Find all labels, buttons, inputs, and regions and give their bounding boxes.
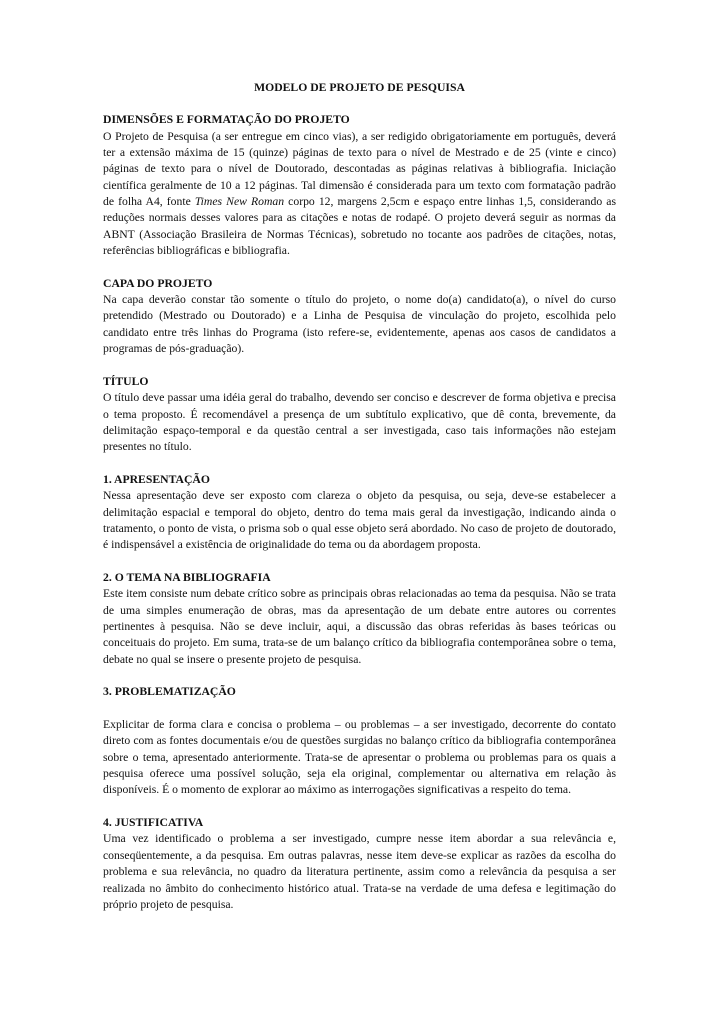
section-capa [103,276,616,358]
section-paragraph: Uma vez identificado o problema a ser investigado, cumpre nesse item abordar a sua relevância e, conseqüentemente, a da pesquisa. Em outras palavras, nesse item deve-se explicar as razões da escolha do problema e sua relevância, no quadro da literatura pertinente, assim como a relevância da pesquisa a ser realizada no âmbito do conhecimento histórico atual. Trata-se na verdade de uma defesa e legitimação do próprio projeto de pesquisa. [103,832,616,911]
section-paragraph: Na capa deverão constar tão somente o título do projeto, o nome do(a) candidato(a), o nível do curso pretendido (Mestrado ou Doutorado) e a Linha de Pesquisa de vinculação do projeto, escolhida pelo candidato entre três linhas do Programa (isto refere-se, evidentemente, apenas aos casos de candidatos a programas de pós-graduação). [103,293,616,356]
section-heading: CAPA DO PROJETO [103,276,213,290]
section-justificativa [103,815,616,913]
section-titulo [103,374,616,456]
section-dimensoes [103,112,616,259]
section-heading: TÍTULO [103,374,149,388]
section-problematizacao [103,684,616,798]
section-heading: DIMENSÕES E FORMATAÇÃO DO PROJETO [103,113,350,127]
section-heading: 2. O TEMA NA BIBLIOGRAFIA [103,570,271,584]
paragraph-text: O Projeto de Pesquisa (a ser entregue em cinco vias), a ser redigido obrigatoriamente em português, deverá ter a extensão máxima de 15 (quinze) páginas de texto para o nível de Mestrado e de 25 (vinte e cinco) páginas de texto para o nível de Doutorado, descontadas as páginas relativas à bibliografia. Iniciação científica geralmente de 10 a 12 páginas. Tal dimensão é considerada para um texto com formatação padrão de folha A4, fonte [103,129,616,209]
font-name-italic: Times New Roman [194,195,285,209]
section-tema-bibliografia [103,570,616,668]
document-page [103,80,616,930]
section-paragraph: Nessa apresentação deve ser exposto com clareza o objeto da pesquisa, ou seja, deve-se estabelecer a delimitação espacial e temporal do objeto, dentro do tema mais geral da investigação, indicando ainda o tratamento, o ponto de vista, o prisma sob o qual esse objeto será abordado. No caso de projeto de doutorado, é indispensável a existência de originalidade do tema ou da abordagem proposta. [103,489,616,552]
section-paragraph: Este item consiste num debate crítico sobre as principais obras relacionadas ao tema da pesquisa. Não se trata de uma simples enumeração de obras, mas da apresentação de um debate entre autores ou correntes pertinentes à pesquisa. Não se deve incluir, aqui, a discussão das obras referidas às bases teóricas ou conceituais do projeto. Em suma, trata-se de um balanço crítico da bibliografia contemporânea sobre o tema, debate no qual se insere o presente projeto de pesquisa. [103,587,616,666]
section-heading: 3. PROBLEMATIZAÇÃO [103,685,236,699]
paragraph-text: corpo 12, margens 2,5cm e espaço entre linhas 1,5, considerando as reduções normais desses valores para as citações e notas de rodapé. O projeto deverá seguir as normas da ABNT (Associação Brasileira de Normas Técnicas), sobretudo no tocante aos padrões de citações, notas, referências bibliográficas e bibliografia. [103,195,616,258]
section-heading: 4. JUSTIFICATIVA [103,816,204,830]
document-title: MODELO DE PROJETO DE PESQUISA [254,81,465,94]
section-apresentacao [103,472,616,554]
section-heading: 1. APRESENTAÇÃO [103,472,210,486]
section-paragraph: O título deve passar uma idéia geral do trabalho, devendo ser conciso e descrever de forma objetiva e precisa o tema proposto. É recomendável a presença de um subtítulo explicativo, que dê conta, brevemente, da delimitação espaço-temporal e da questão central a ser investigada, caso tais informações não estejam presentes no título. [103,391,616,454]
section-paragraph: Explicitar de forma clara e concisa o problema – ou problemas – a ser investigado, decorrente do contato direto com as fontes documentais e/ou de questões surgidas no balanço crítico da bibliografia contemporânea sobre o tema, apresentado anteriormente. Trata-se de apresentar o problema ou problemas para os quais a pesquisa oferece uma possível solução, seja ela original, complementar ou alternativa em relação às disponíveis. É o momento de explorar ao máximo as interrogações significativas a respeito do tema. [103,718,616,797]
section-paragraph [103,129,616,260]
